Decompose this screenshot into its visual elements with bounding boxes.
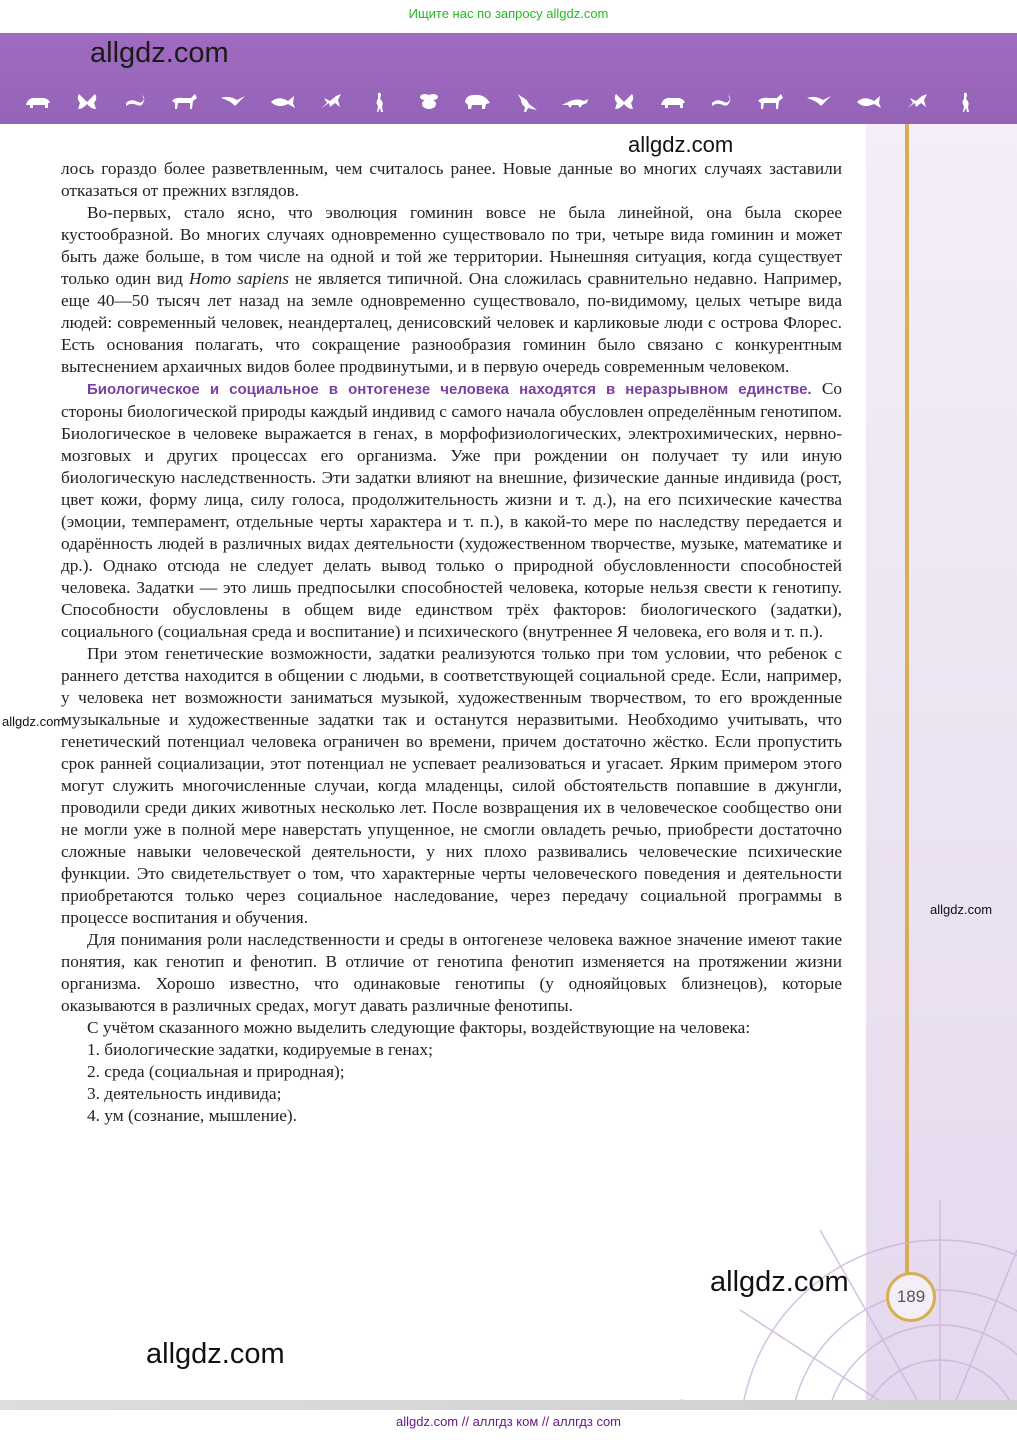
page-spine-line xyxy=(905,124,909,1280)
main-text xyxy=(61,158,842,1127)
paragraph xyxy=(61,202,842,378)
bird-icon xyxy=(803,91,835,113)
bird-standing-icon xyxy=(364,91,396,113)
footer-links[interactable]: allgdz.com // аллгдз ком // аллгдз com xyxy=(395,1414,622,1429)
bottom-stripe xyxy=(0,1400,1017,1410)
list-item: 4. ум (сознание, мышление). xyxy=(87,1106,297,1125)
section-lead: Биологическое и социальное в онтогенезе человека находятся в неразрывном единстве. xyxy=(87,381,812,398)
factor-list xyxy=(61,1039,842,1127)
paragraph: При этом генетические возможности, задатки реализуются только при том условии, что ребенок с раннего детства находится в общении с людьми, в соответствующей социальной среде. Если, например, у человека нет возможности заниматься музыкой, художественным творчеством, то его врожденные музыкальные и художественные задатки так и останутся неразвитыми. Необходимо учитывать, что генетический потенциал человека ограничен во времени, причем достаточно жёстко. Если пропустить срок ранней социализации, этот потенциал не успевает реализоваться и угасает. Ярким примером этого могут служить многочисленные случаи, когда младенцы, силой обстоятельств попавшие в джунгли, проводили среди диких животных несколько лет. После возвращения их в человеческое сообщество они не могли уже в полной мере наверстать упущенное, не смогли овладеть речью, приобрести достаточно сложные навыки человеческой деятельности, у них плохо развивались человеческие психические функции. Это свидетельствует о том, что характерные черты человеческого поведения и деятельности приобретаются только через социальное наследование, через передачу социальной программы в процессе воспитания и обучения. xyxy=(61,644,842,927)
scorpion-icon xyxy=(706,91,738,113)
kangaroo-icon xyxy=(510,91,542,113)
paragraph: лось гораздо более разветвленным, чем считалось ранее. Новые данные во многих случаях заставили отказаться от прежних взглядов. xyxy=(61,159,842,200)
top-note: Ищите нас по запросу allgdz.com xyxy=(408,6,609,21)
crocodile-icon xyxy=(559,91,591,113)
watermark: allgdz.com xyxy=(930,902,993,917)
bee-icon xyxy=(413,91,445,113)
rhino-icon xyxy=(657,91,689,113)
rhino-icon xyxy=(22,91,54,113)
lizard-icon xyxy=(901,91,933,113)
banner-watermark: allgdz.com xyxy=(90,37,229,69)
scorpion-icon xyxy=(120,91,152,113)
lizard-icon xyxy=(315,91,347,113)
list-item: 3. деятельность индивида; xyxy=(87,1084,282,1103)
watermark: allgdz.com xyxy=(710,1266,849,1298)
species-name: Homo sapiens xyxy=(188,269,290,288)
list-item: 2. среда (социальная и природная); xyxy=(87,1062,345,1081)
paragraph: С учётом сказанного можно выделить следующие факторы, воздействующие на человека: xyxy=(87,1018,751,1037)
paragraph: Для понимания роли наследственности и среды в онтогенезе человека важное значение имеют такие понятия, как генотип и фенотип. В отличие от генотипа фенотип изменяется на протяжении жизни организма. Хорошо известно, что одинаковые генотипы (у однояйцовых близнецов), которые оказываются в различных средах, могут давать различные фенотипы. xyxy=(61,930,842,1015)
butterfly-icon xyxy=(71,91,103,113)
text-run: Со стороны биологической природы каждый индивид с самого начала обусловлен определённым генотипом. Биологическое в человеке выражается в генах, в морфофизиологических, электрохимических, нервно-мозговых и других процессах его организма. Уже при рождении он получает ту или иную биологическую наследственность. Эти задатки влияют на внешние, физические данные индивида (рост, цвет кожи, форму лица, силу голоса, продолжительность жизни и т. д.), на его психические качества (эмоции, темперамент, отдельные черты характера и т. п.), в какой-то мере по наследству передается и одарённость людей в различных видах деятельности (художественном творчестве, музыке, математике и др.). Однако отсюда не следует делать вывод только о природной обусловленности способностей человека. Задатки — это лишь предпосылки способностей человека, которые нельзя свести к генотипу. Способности обусловлены в общем виде единством трёх факторов: биологического (задатки), социального (социальная среда и воспитание) и психического (внутреннее Я человека, его воля и т. п.). xyxy=(61,379,842,641)
butterfly-icon xyxy=(608,91,640,113)
watermark: allgdz.com xyxy=(628,132,734,157)
paragraph xyxy=(61,378,842,643)
bison-icon xyxy=(461,91,493,113)
watermark: allgdz.com xyxy=(146,1338,285,1370)
watermark: allgdz.com xyxy=(2,714,65,729)
horse-icon xyxy=(754,91,786,113)
text-run: не является типичной. Она сложилась сравнительно недавно. Например, еще 40—50 тысяч лет назад на земле одновременно существовало, по-видимому, целых четыре вида людей: современный человек, неандерталец, денисовский человек и карликовые люди с острова Флорес. Есть основания полагать, что сокращение разнообразия гоминин было связано с конкурентным вытеснением архаичных видов более продвинутыми, и в первую очередь современным человеком. xyxy=(61,269,842,376)
bird-standing-icon xyxy=(950,91,982,113)
header-banner xyxy=(0,33,1017,124)
horse-icon xyxy=(168,91,200,113)
text-run: Во-первых, стало ясно, что эволюция гоминин вовсе не была линейной, она была скорее кустообразной. Во многих случаях одновременно существовало по три, четыре вида гоминин и может быть даже больше, в том числе на одной и той же территории. Нынешняя ситуация, когда существует только один вид xyxy=(61,203,842,288)
animal-icon-strip xyxy=(22,89,982,115)
page-number: 189 xyxy=(886,1272,936,1322)
list-item: 1. биологические задатки, кодируемые в генах; xyxy=(87,1040,433,1059)
bird-icon xyxy=(217,91,249,113)
fish-icon xyxy=(852,91,884,113)
fish-icon xyxy=(266,91,298,113)
